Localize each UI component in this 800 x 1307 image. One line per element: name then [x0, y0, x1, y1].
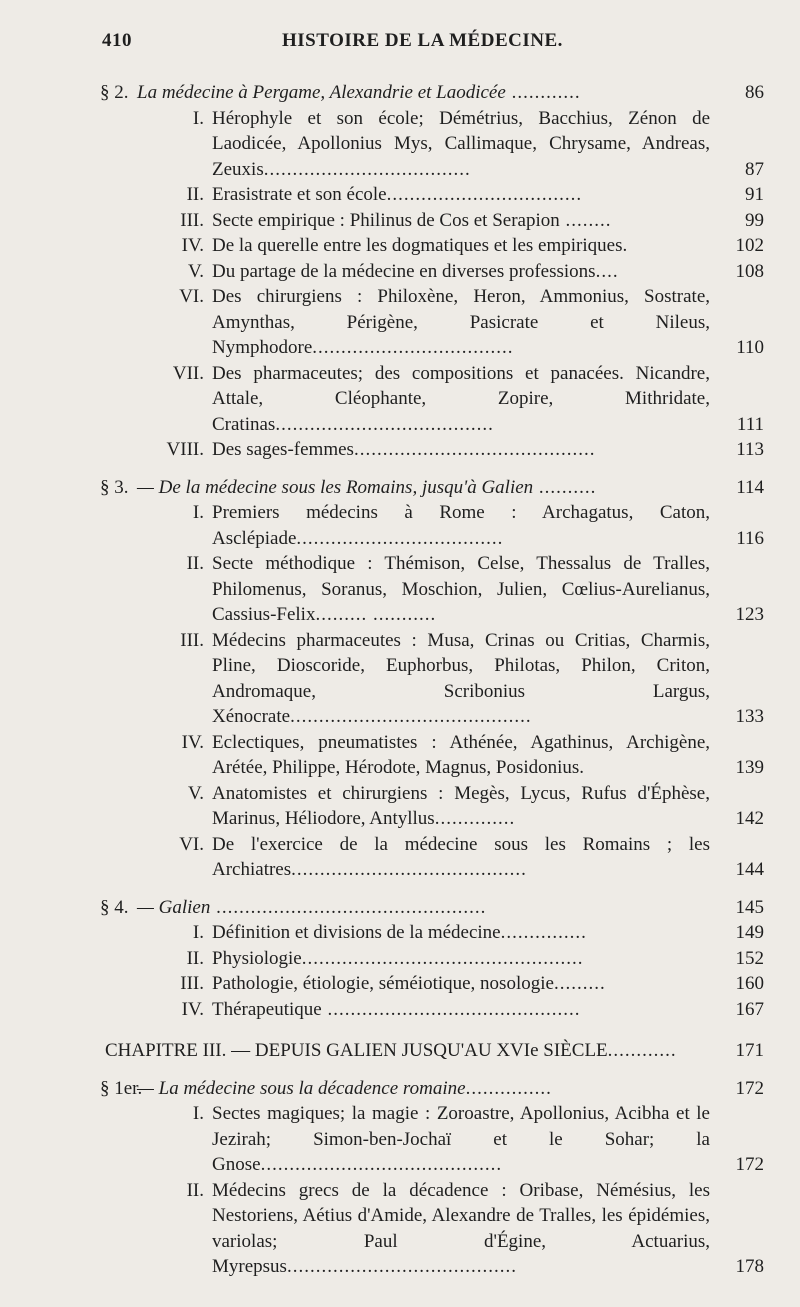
toc-subsection-entry [0, 997, 800, 1023]
entry-page-number: 86 [745, 82, 764, 103]
entry-title: Physiologie [212, 947, 302, 969]
entry-title: Définition et divisions de la médecine [212, 922, 501, 943]
dot-leader: .......................................... [290, 706, 532, 727]
toc-subsection-entry [0, 1101, 800, 1178]
entry-label: I. [192, 922, 204, 943]
entry-page-number: 110 [736, 337, 764, 358]
entry-page-number: 178 [735, 1256, 764, 1277]
entry-page-number: 139 [735, 757, 764, 778]
toc-subsection-entry [0, 628, 800, 730]
entry-title: Des sages-femmes [212, 439, 354, 460]
entry-title: Hérophyle et son école; Démétrius, Bacchius, Zénon de Laodicée, Apollonius Mys, Callimaque, Chrysame, Andreas, Zeuxis [212, 107, 710, 180]
entry-page-number: 116 [736, 527, 764, 549]
toc-subsection-entry [0, 551, 800, 628]
entry-page-number: 99 [745, 209, 764, 231]
entry-title: Erasistrate et son école [212, 184, 387, 205]
dot-leader: .............. [434, 808, 516, 829]
entry-page-number: 145 [735, 896, 764, 918]
dot-leader: ......................................... [291, 859, 527, 880]
dot-leader: ............... [500, 922, 587, 943]
entry-label: VII. [172, 362, 204, 384]
toc-subsection-entry [0, 832, 800, 883]
entry-label: I. [192, 502, 204, 523]
toc-subsection-entry [0, 233, 800, 259]
toc-subsection-entry [0, 106, 800, 183]
entry-label: IV. [181, 235, 204, 256]
entry-label: III. [180, 629, 204, 651]
entry-title: La médecine à Pergame, Alexandrie et Laodicée [137, 82, 506, 103]
entry-page-number: 149 [735, 922, 764, 943]
entry-label: § 2. [100, 82, 129, 103]
entry-page-number: 144 [735, 859, 764, 880]
entry-page-number: 91 [745, 184, 764, 205]
entry-title: Médecins pharmaceutes : Musa, Crinas ou Critias, Charmis, Pline, Dioscoride, Euphorbus, Philotas, Philon, Criton, Andromaque, Scribonius Largus, Xénocrate [212, 629, 710, 727]
entry-label: II. [186, 553, 204, 574]
dot-leader: .......... [533, 476, 597, 498]
entry-label: II. [186, 947, 204, 969]
dot-leader: ......... ........... [315, 604, 437, 625]
entry-title: Des pharmaceutes; des compositions et panacées. Nicandre, Attale, Cléophante, Zopire, Mithridate, Cratinas [212, 362, 710, 435]
entry-page-number: 133 [735, 706, 764, 727]
entry-title: Médecins grecs de la décadence : Oribase, Némésius, les Nestoriens, Aétius d'Amide, Alexandre de Tralles, les épidémies, variolas; Paul d'Égine, Actuarius, Myrepsus [212, 1179, 710, 1277]
entry-label: I. [192, 107, 204, 129]
entry-label: § 4. [100, 896, 129, 918]
dot-leader: ........................................ [286, 1256, 517, 1277]
toc-section-entry [0, 80, 800, 106]
entry-title: Anatomistes et chirurgiens : Megès, Lycus, Rufus d'Éphèse, Marinus, Héliodore, Antyllus [212, 782, 710, 829]
entry-page-number: 167 [735, 998, 764, 1020]
entry-label: II. [186, 1179, 204, 1201]
entry-title: Pathologie, étiologie, séméiotique, nosologie [212, 973, 554, 994]
entry-label: § 1er. [100, 1077, 143, 1099]
entry-page-number: 152 [735, 947, 764, 969]
dot-leader: .................................... [263, 158, 471, 180]
toc-subsection-entry [0, 971, 800, 997]
entry-label: V. [187, 782, 204, 804]
toc-subsection-entry [0, 437, 800, 463]
toc-subsection-entry [0, 361, 800, 438]
entry-page-number: 142 [735, 808, 764, 829]
entry-title: De l'exercice de la médecine sous les Romains ; les Archiatres [212, 833, 710, 880]
page-number: 410 [102, 30, 132, 51]
toc-subsection-entry [0, 1178, 800, 1280]
dot-leader: ................................... [312, 337, 514, 358]
toc-subsection-entry [0, 781, 800, 832]
dot-leader: .................................. [386, 184, 583, 205]
toc-chapter-entry [0, 1038, 800, 1064]
toc-subsection-entry [0, 500, 800, 551]
entry-title: Secte empirique : Philinus de Cos et Serapion [212, 209, 560, 231]
toc-section-entry [0, 895, 800, 921]
toc-subsection-entry [0, 946, 800, 972]
running-title: HISTOIRE DE LA MÉDECINE. [282, 30, 563, 51]
entry-title: Secte méthodique : Thémison, Celse, Thessalus de Tralles, Philomenus, Soranus, Moschion, Julien, Cœlius-Aurelianus, Cassius-Felix [212, 553, 710, 625]
entry-page-number: 113 [736, 439, 764, 460]
dot-leader: .... [595, 260, 619, 282]
table-of-contents [0, 68, 800, 1280]
dot-leader: .......................................... [353, 439, 596, 460]
entry-title: Du partage de la médecine en diverses professions [212, 260, 596, 282]
entry-title: — Galien [137, 896, 211, 918]
entry-title: De la querelle entre les dogmatiques et les empiriques. [212, 235, 628, 256]
entry-label: VI. [179, 833, 204, 855]
entry-page-number: 123 [735, 604, 764, 625]
entry-label: III. [180, 209, 204, 231]
entry-label: VI. [179, 286, 204, 307]
entry-label: V. [187, 260, 204, 282]
dot-leader: .................................... [296, 527, 504, 549]
entry-label: § 3. [100, 476, 129, 498]
entry-title: Thérapeutique [212, 998, 322, 1020]
entry-page-number: 172 [735, 1077, 764, 1099]
dot-leader: .......................................... [260, 1154, 503, 1175]
toc-subsection-entry [0, 259, 800, 285]
entry-page-number: 108 [735, 260, 764, 282]
dot-leader: ............................................ [321, 998, 581, 1020]
entry-title: — De la médecine sous les Romains, jusqu'à Galien [137, 476, 534, 498]
dot-leader: ............... [465, 1077, 552, 1099]
toc-subsection-entry [0, 284, 800, 361]
entry-label: III. [180, 973, 204, 994]
dot-leader: ...................................... [275, 413, 494, 435]
dot-leader: ............ [505, 82, 581, 103]
entry-page-number: 102 [735, 235, 764, 256]
entry-page-number: 87 [745, 158, 764, 180]
dot-leader: ............ [607, 1040, 677, 1061]
entry-label: VIII. [166, 439, 204, 460]
entry-title: — La médecine sous la décadence romaine [137, 1077, 466, 1099]
entry-title: Sectes magiques; la magie : Zoroastre, Apollonius, Acibha et le Jezirah; Simon-ben-Jochaï et le Sohar; la Gnose [212, 1103, 710, 1175]
entry-page-number: 171 [735, 1040, 764, 1061]
entry-label: IV. [181, 731, 204, 753]
entry-page-number: 160 [735, 973, 764, 994]
entry-page-number: 114 [736, 476, 764, 498]
entry-label: I. [192, 1103, 204, 1124]
toc-section-entry [0, 1076, 800, 1102]
entry-page-number: 111 [736, 413, 764, 435]
entry-page-number: 172 [735, 1154, 764, 1175]
toc-subsection-entry [0, 208, 800, 234]
toc-subsection-entry [0, 730, 800, 781]
dot-leader: ................................................. [301, 947, 584, 969]
entry-title: CHAPITRE III. — DEPUIS GALIEN JUSQU'AU XVIe SIÈCLE [105, 1040, 608, 1061]
entry-label: II. [186, 184, 204, 205]
entry-label: IV. [181, 998, 204, 1020]
entry-title: Eclectiques, pneumatistes : Athénée, Agathinus, Archigène, Arétée, Philippe, Hérodote, Magnus, Posidonius. [212, 731, 710, 778]
running-header [102, 30, 760, 56]
toc-section-entry [0, 475, 800, 501]
toc-subsection-entry [0, 182, 800, 208]
dot-leader: ........ [559, 209, 612, 231]
dot-leader: ............................................... [210, 896, 487, 918]
toc-subsection-entry [0, 920, 800, 946]
dot-leader: ......... [553, 973, 606, 994]
entry-title: Premiers médecins à Rome : Archagatus, Caton, Asclépiade [212, 502, 710, 549]
entry-title: Des chirurgiens : Philoxène, Heron, Ammonius, Sostrate, Amynthas, Périgène, Pasicrate et Nileus, Nymphodore [212, 286, 710, 358]
